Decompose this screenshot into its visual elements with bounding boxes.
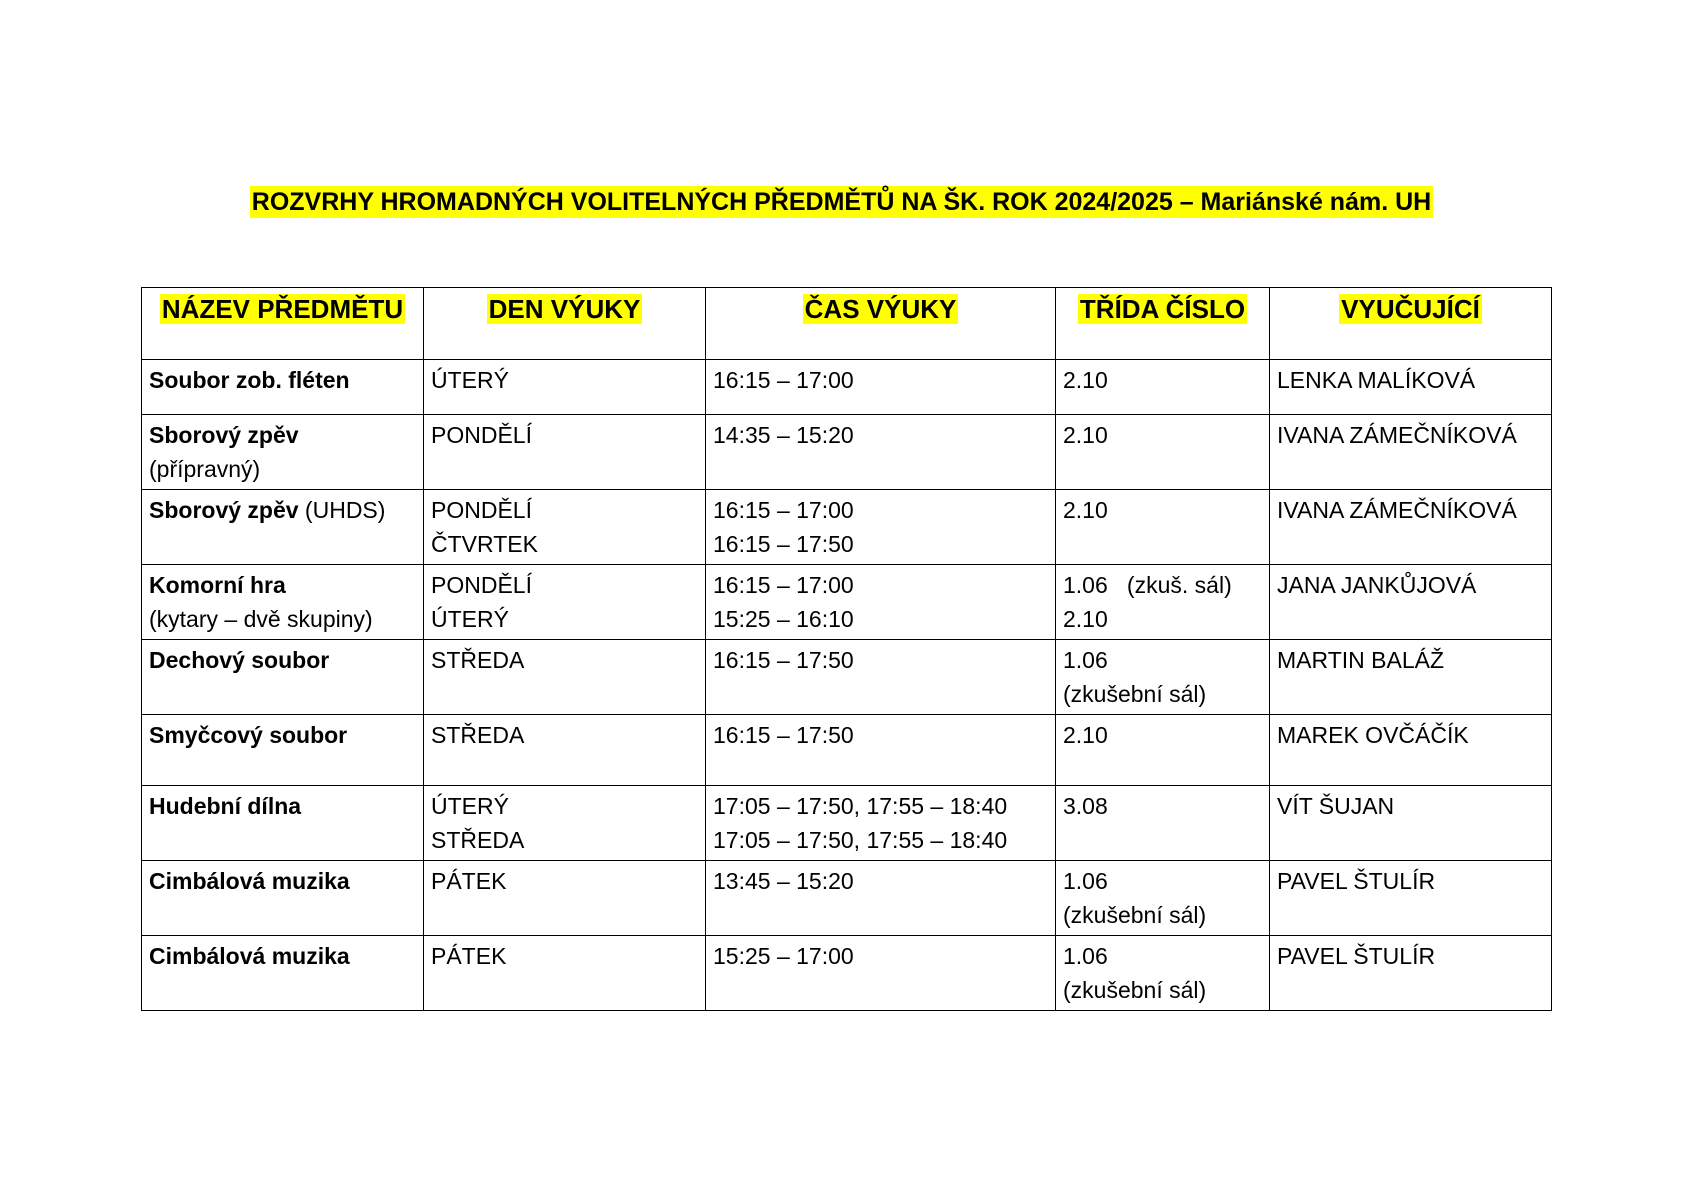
time-line-1: 16:15 – 17:00 bbox=[713, 572, 854, 598]
cell-room bbox=[1056, 490, 1270, 565]
cell-teacher bbox=[1270, 861, 1552, 936]
cell-teacher bbox=[1270, 360, 1552, 415]
page-title bbox=[0, 182, 1683, 222]
time-line-1: 15:25 – 17:00 bbox=[713, 943, 854, 969]
header-teacher-label: VYUČUJÍCÍ bbox=[1341, 294, 1480, 324]
room-line-2: 2.10 bbox=[1063, 606, 1108, 632]
teacher-name: VÍT ŠUJAN bbox=[1277, 793, 1395, 819]
cell-subject bbox=[142, 640, 424, 715]
header-time bbox=[706, 288, 1056, 360]
time-line-1: 17:05 – 17:50, 17:55 – 18:40 bbox=[713, 793, 1008, 819]
cell-room bbox=[1056, 565, 1270, 640]
teacher-name: IVANA ZÁMEČNÍKOVÁ bbox=[1277, 422, 1517, 448]
header-time-label: ČAS VÝUKY bbox=[804, 294, 957, 324]
cell-time bbox=[706, 490, 1056, 565]
subject-name: Soubor zob. fléten bbox=[149, 367, 350, 393]
cell-time bbox=[706, 360, 1056, 415]
teacher-name: JANA JANKŮJOVÁ bbox=[1277, 572, 1477, 598]
day-line-1: PONDĚLÍ bbox=[431, 497, 532, 523]
room-line-2: (zkušební sál) bbox=[1063, 902, 1207, 928]
cell-room bbox=[1056, 715, 1270, 786]
day-line-1: ÚTERÝ bbox=[431, 793, 509, 819]
room-line-1: 1.06 (zkuš. sál) bbox=[1063, 572, 1232, 598]
room-line-1: 1.06 bbox=[1063, 647, 1108, 673]
cell-teacher bbox=[1270, 415, 1552, 490]
cell-room bbox=[1056, 360, 1270, 415]
cell-day bbox=[424, 640, 706, 715]
cell-teacher bbox=[1270, 565, 1552, 640]
cell-day bbox=[424, 565, 706, 640]
room-line-1: 2.10 bbox=[1063, 722, 1108, 748]
table-row bbox=[142, 715, 1552, 786]
table-row bbox=[142, 640, 1552, 715]
teacher-name: IVANA ZÁMEČNÍKOVÁ bbox=[1277, 497, 1517, 523]
header-room-label: TŘÍDA ČÍSLO bbox=[1079, 294, 1246, 324]
header-room bbox=[1056, 288, 1270, 360]
table-row bbox=[142, 936, 1552, 1011]
time-line-1: 16:15 – 17:00 bbox=[713, 497, 854, 523]
room-line-2: (zkušební sál) bbox=[1063, 977, 1207, 1003]
header-teacher bbox=[1270, 288, 1552, 360]
room-line-1: 1.06 bbox=[1063, 868, 1108, 894]
teacher-name: PAVEL ŠTULÍR bbox=[1277, 868, 1436, 894]
room-line-1: 3.08 bbox=[1063, 793, 1108, 819]
time-line-1: 16:15 – 17:50 bbox=[713, 722, 854, 748]
subject-name: Sborový zpěv bbox=[149, 422, 299, 448]
cell-teacher bbox=[1270, 490, 1552, 565]
time-line-2: 16:15 – 17:50 bbox=[713, 531, 854, 557]
cell-day bbox=[424, 490, 706, 565]
subject-name: Smyčcový soubor bbox=[149, 722, 348, 748]
time-line-2: 15:25 – 16:10 bbox=[713, 606, 854, 632]
day-line-1: PONDĚLÍ bbox=[431, 422, 532, 448]
table-row bbox=[142, 490, 1552, 565]
cell-time bbox=[706, 640, 1056, 715]
teacher-name: LENKA MALÍKOVÁ bbox=[1277, 367, 1476, 393]
subject-name: Cimbálová muzika bbox=[149, 943, 350, 969]
table-row bbox=[142, 861, 1552, 936]
table-row bbox=[142, 565, 1552, 640]
header-subject-label: NÁZEV PŘEDMĚTU bbox=[161, 294, 404, 324]
table-row bbox=[142, 415, 1552, 490]
cell-day bbox=[424, 861, 706, 936]
subject-name: Hudební dílna bbox=[149, 793, 302, 819]
cell-room bbox=[1056, 640, 1270, 715]
cell-teacher bbox=[1270, 640, 1552, 715]
cell-time bbox=[706, 715, 1056, 786]
schedule-table bbox=[141, 287, 1552, 1011]
cell-day bbox=[424, 936, 706, 1011]
time-line-1: 14:35 – 15:20 bbox=[713, 422, 854, 448]
cell-day bbox=[424, 415, 706, 490]
teacher-name: MAREK OVČÁČÍK bbox=[1277, 722, 1469, 748]
subject-name: Dechový soubor bbox=[149, 647, 330, 673]
day-line-1: STŘEDA bbox=[431, 722, 525, 748]
cell-room bbox=[1056, 786, 1270, 861]
time-line-2: 17:05 – 17:50, 17:55 – 18:40 bbox=[713, 827, 1008, 853]
day-line-1: ÚTERÝ bbox=[431, 367, 509, 393]
time-line-1: 16:15 – 17:50 bbox=[713, 647, 854, 673]
time-line-1: 16:15 – 17:00 bbox=[713, 367, 854, 393]
room-line-1: 1.06 bbox=[1063, 943, 1108, 969]
day-line-1: STŘEDA bbox=[431, 647, 525, 673]
time-line-1: 13:45 – 15:20 bbox=[713, 868, 854, 894]
room-line-1: 2.10 bbox=[1063, 367, 1108, 393]
day-line-2: ČTVRTEK bbox=[431, 531, 538, 557]
subject-name: Sborový zpěv bbox=[149, 497, 299, 523]
day-line-1: PÁTEK bbox=[431, 868, 507, 894]
room-line-1: 2.10 bbox=[1063, 422, 1108, 448]
day-line-2: ÚTERÝ bbox=[431, 606, 509, 632]
table-row bbox=[142, 786, 1552, 861]
subject-detail: (kytary – dvě skupiny) bbox=[149, 606, 373, 632]
cell-time bbox=[706, 786, 1056, 861]
cell-day bbox=[424, 786, 706, 861]
teacher-name: PAVEL ŠTULÍR bbox=[1277, 943, 1436, 969]
cell-time bbox=[706, 415, 1056, 490]
cell-teacher bbox=[1270, 786, 1552, 861]
room-line-1: 2.10 bbox=[1063, 497, 1108, 523]
cell-room bbox=[1056, 936, 1270, 1011]
cell-subject bbox=[142, 715, 424, 786]
day-line-1: PÁTEK bbox=[431, 943, 507, 969]
cell-time bbox=[706, 565, 1056, 640]
table-row bbox=[142, 360, 1552, 415]
cell-room bbox=[1056, 861, 1270, 936]
page-title-text: ROZVRHY HROMADNÝCH VOLITELNÝCH PŘEDMĚTŮ NA ŠK. ROK 2024/2025 – Mariánské nám. UH bbox=[251, 188, 1432, 216]
cell-room bbox=[1056, 415, 1270, 490]
cell-subject bbox=[142, 936, 424, 1011]
cell-day bbox=[424, 360, 706, 415]
subject-note: (UHDS) bbox=[298, 497, 386, 523]
subject-name: Komorní hra bbox=[149, 572, 286, 598]
subject-name: Cimbálová muzika bbox=[149, 868, 350, 894]
cell-subject bbox=[142, 786, 424, 861]
teacher-name: MARTIN BALÁŽ bbox=[1277, 647, 1444, 673]
cell-subject bbox=[142, 490, 424, 565]
cell-time bbox=[706, 861, 1056, 936]
table-header-row bbox=[142, 288, 1552, 360]
cell-subject bbox=[142, 360, 424, 415]
cell-teacher bbox=[1270, 936, 1552, 1011]
day-line-1: PONDĚLÍ bbox=[431, 572, 532, 598]
header-day bbox=[424, 288, 706, 360]
cell-subject bbox=[142, 861, 424, 936]
cell-subject bbox=[142, 415, 424, 490]
cell-day bbox=[424, 715, 706, 786]
cell-subject bbox=[142, 565, 424, 640]
header-day-label: DEN VÝUKY bbox=[488, 294, 641, 324]
table-body bbox=[142, 360, 1552, 1011]
day-line-2: STŘEDA bbox=[431, 827, 525, 853]
header-subject bbox=[142, 288, 424, 360]
room-line-2: (zkušební sál) bbox=[1063, 681, 1207, 707]
cell-teacher bbox=[1270, 715, 1552, 786]
subject-detail: (přípravný) bbox=[149, 456, 261, 482]
cell-time bbox=[706, 936, 1056, 1011]
